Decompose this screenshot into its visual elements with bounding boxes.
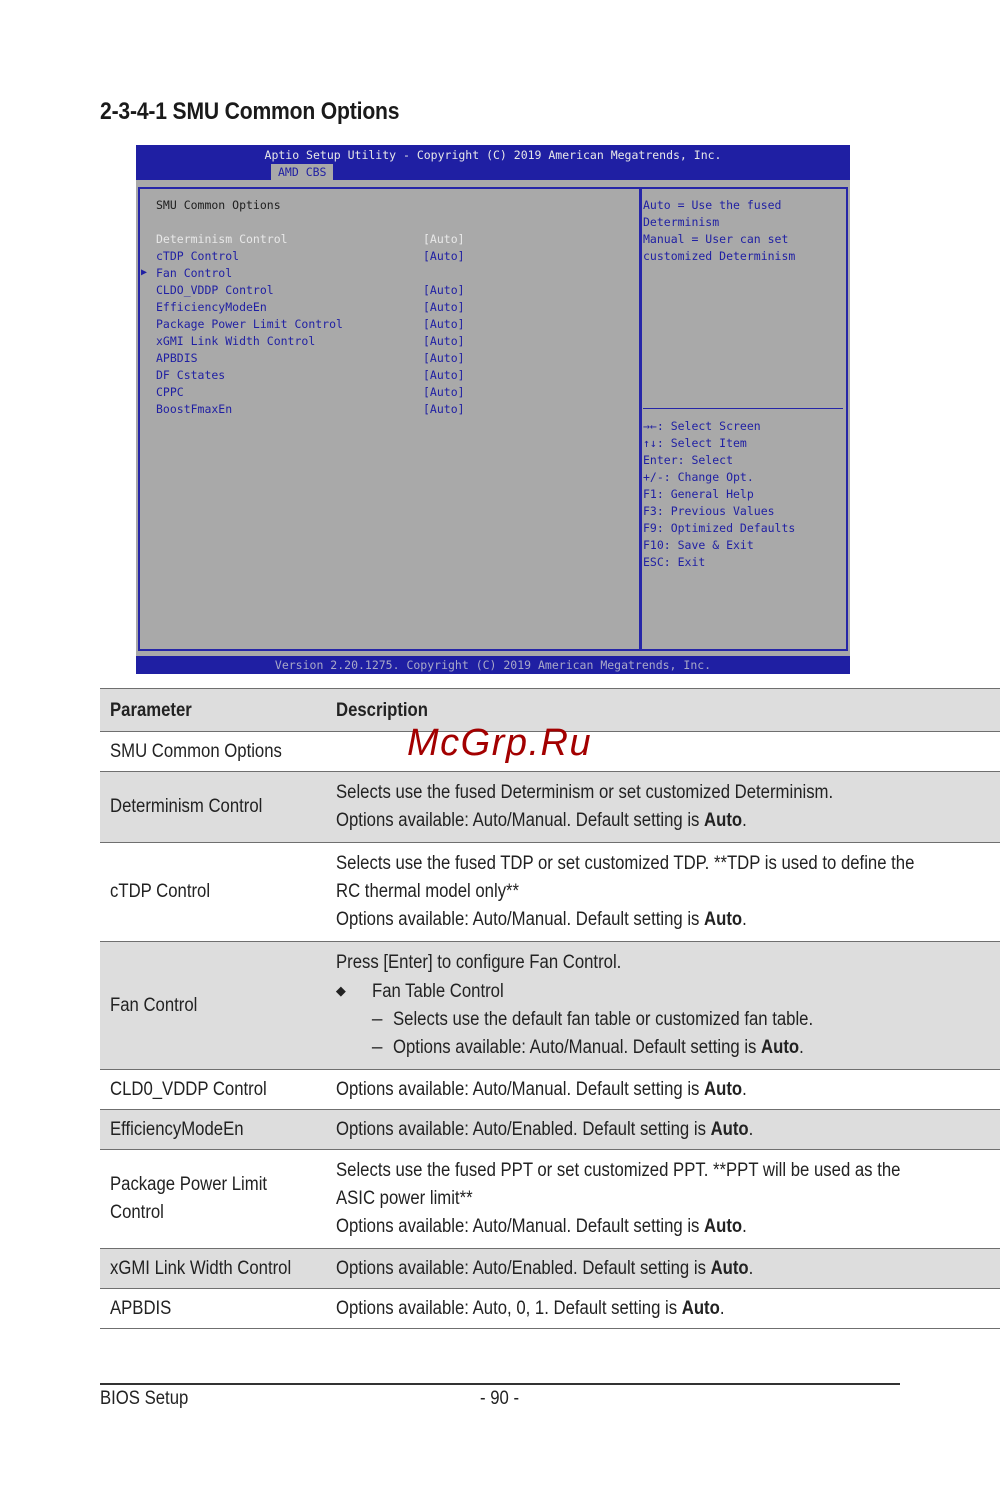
menu-item-df-cstates[interactable]: DF Cstates (156, 368, 226, 382)
help-divider (643, 408, 843, 409)
desc-cell: Options available: Auto/Manual. Default setting is Auto. (326, 1070, 1000, 1110)
key-hint-change-opt: +/-: Change Opt. (643, 470, 754, 484)
menu-item-package-power-limit-control[interactable]: Package Power Limit Control (156, 317, 343, 331)
menu-value-cldo-vddp-control[interactable]: [Auto] (423, 283, 465, 297)
menu-item-boostfmaxen[interactable]: BoostFmaxEn (156, 402, 233, 416)
bios-title: Aptio Setup Utility - Copyright (C) 2019 American Megatrends, Inc. (264, 148, 722, 162)
table-row (100, 1249, 1000, 1289)
param-cell: EfficiencyModeEn (100, 1110, 326, 1150)
desc-cell: Selects use the fused PPT or set customized PPT. **PPT will be used as the ASIC power limit** Options available: Auto/Manual. Default setting is Auto. (326, 1150, 1000, 1249)
menu-value-apbdis[interactable]: [Auto] (423, 351, 465, 365)
bios-screen (136, 145, 850, 674)
submenu-arrow-icon: ▶ (141, 267, 148, 278)
desc-cell: Options available: Auto, 0, 1. Default setting is Auto. (326, 1289, 1000, 1329)
desc-cell: Press [Enter] to configure Fan Control. ◆ Fan Table Control – Selects use the default fan table or customized fan table. – Options available: Auto/Manual. Default setting is Auto. (326, 942, 1000, 1070)
param-cell: APBDIS (100, 1289, 326, 1329)
section-heading: 2-3-4-1 SMU Common Options (100, 98, 400, 125)
table-row (100, 772, 1000, 843)
desc-cell: Selects use the fused Determinism or set customized Determinism. Options available: Auto/Manual. Default setting is Auto. (326, 772, 1000, 843)
parameter-table (100, 688, 1000, 1329)
page-number: - 90 - (480, 1388, 520, 1409)
param-cell: Determinism Control (100, 772, 326, 843)
tab-amd-cbs[interactable]: AMD CBS (271, 164, 333, 180)
desc-cell: Selects use the fused TDP or set customized TDP. **TDP is used to define the RC thermal model only** Options available: Auto/Manual. Default setting is Auto. (326, 843, 1000, 942)
menu-item-fan-control[interactable]: Fan Control (156, 266, 233, 280)
menu-value-efficiencymodeen[interactable]: [Auto] (423, 300, 465, 314)
footer-section-name: BIOS Setup (100, 1388, 189, 1409)
menu-value-determinism-control[interactable]: [Auto] (423, 232, 465, 246)
footer-rule (100, 1383, 900, 1385)
key-hint-esc: ESC: Exit (643, 555, 706, 569)
key-hint-f3: F3: Previous Values (643, 504, 775, 518)
param-cell: CLD0_VDDP Control (100, 1070, 326, 1110)
menu-value-boostfmaxen[interactable]: [Auto] (423, 402, 465, 416)
key-hint-f9: F9: Optimized Defaults (643, 521, 796, 535)
table-row (100, 942, 1000, 1070)
menu-item-determinism-control[interactable]: Determinism Control (156, 232, 288, 246)
menu-item-efficiencymodeen[interactable]: EfficiencyModeEn (156, 300, 267, 314)
key-hint-f10: F10: Save & Exit (643, 538, 754, 552)
key-hint-f1: F1: General Help (643, 487, 754, 501)
menu-value-package-power-limit-control[interactable]: [Auto] (423, 317, 465, 331)
menu-value-ctdp-control[interactable]: [Auto] (423, 249, 465, 263)
param-cell: xGMI Link Width Control (100, 1249, 326, 1289)
desc-cell: Options available: Auto/Enabled. Default setting is Auto. (326, 1249, 1000, 1289)
table-row (100, 1110, 1000, 1150)
bios-title-bar (136, 145, 850, 180)
param-cell: SMU Common Options (100, 732, 326, 772)
dash-bullet-icon: – (371, 1009, 383, 1030)
key-hint-select-screen: →←: Select Screen (643, 419, 761, 433)
diamond-bullet-icon: ◆ (335, 983, 346, 998)
watermark: McGrp.Ru (407, 722, 593, 764)
desc-cell: Options available: Auto/Enabled. Default setting is Auto. (326, 1110, 1000, 1150)
param-cell: cTDP Control (100, 843, 326, 942)
menu-item-xgmi-link-width-control[interactable]: xGMI Link Width Control (156, 334, 316, 348)
key-hint-enter: Enter: Select (643, 453, 734, 467)
table-row (100, 843, 1000, 942)
menu-item-apbdis[interactable]: APBDIS (156, 351, 198, 365)
help-text-line: Auto = Use the fused (643, 198, 782, 212)
menu-item-cldo-vddp-control[interactable]: CLDO_VDDP Control (156, 283, 274, 297)
help-text-line: Manual = User can set (643, 232, 789, 246)
table-row (100, 1289, 1000, 1329)
menu-value-cppc[interactable]: [Auto] (423, 385, 465, 399)
help-text-line: Determinism (643, 215, 720, 229)
table-row (100, 1150, 1000, 1249)
param-cell: Package Power Limit Control (100, 1150, 326, 1249)
param-cell: Fan Control (100, 942, 326, 1070)
column-header-description: Description (326, 689, 1000, 732)
key-hint-select-item: ↑↓: Select Item (643, 436, 747, 450)
dash-bullet-icon: – (371, 1037, 383, 1058)
menu-item-cppc[interactable]: CPPC (156, 385, 184, 399)
menu-item-ctdp-control[interactable]: cTDP Control (156, 249, 240, 263)
bios-menu-title: SMU Common Options (156, 198, 281, 212)
menu-value-df-cstates[interactable]: [Auto] (423, 368, 465, 382)
bios-version-bar: Version 2.20.1275. Copyright (C) 2019 American Megatrends, Inc. (136, 656, 850, 674)
menu-value-xgmi-link-width-control[interactable]: [Auto] (423, 334, 465, 348)
help-text-line: customized Determinism (643, 249, 796, 263)
column-header-parameter: Parameter (100, 689, 326, 732)
table-row (100, 1070, 1000, 1110)
